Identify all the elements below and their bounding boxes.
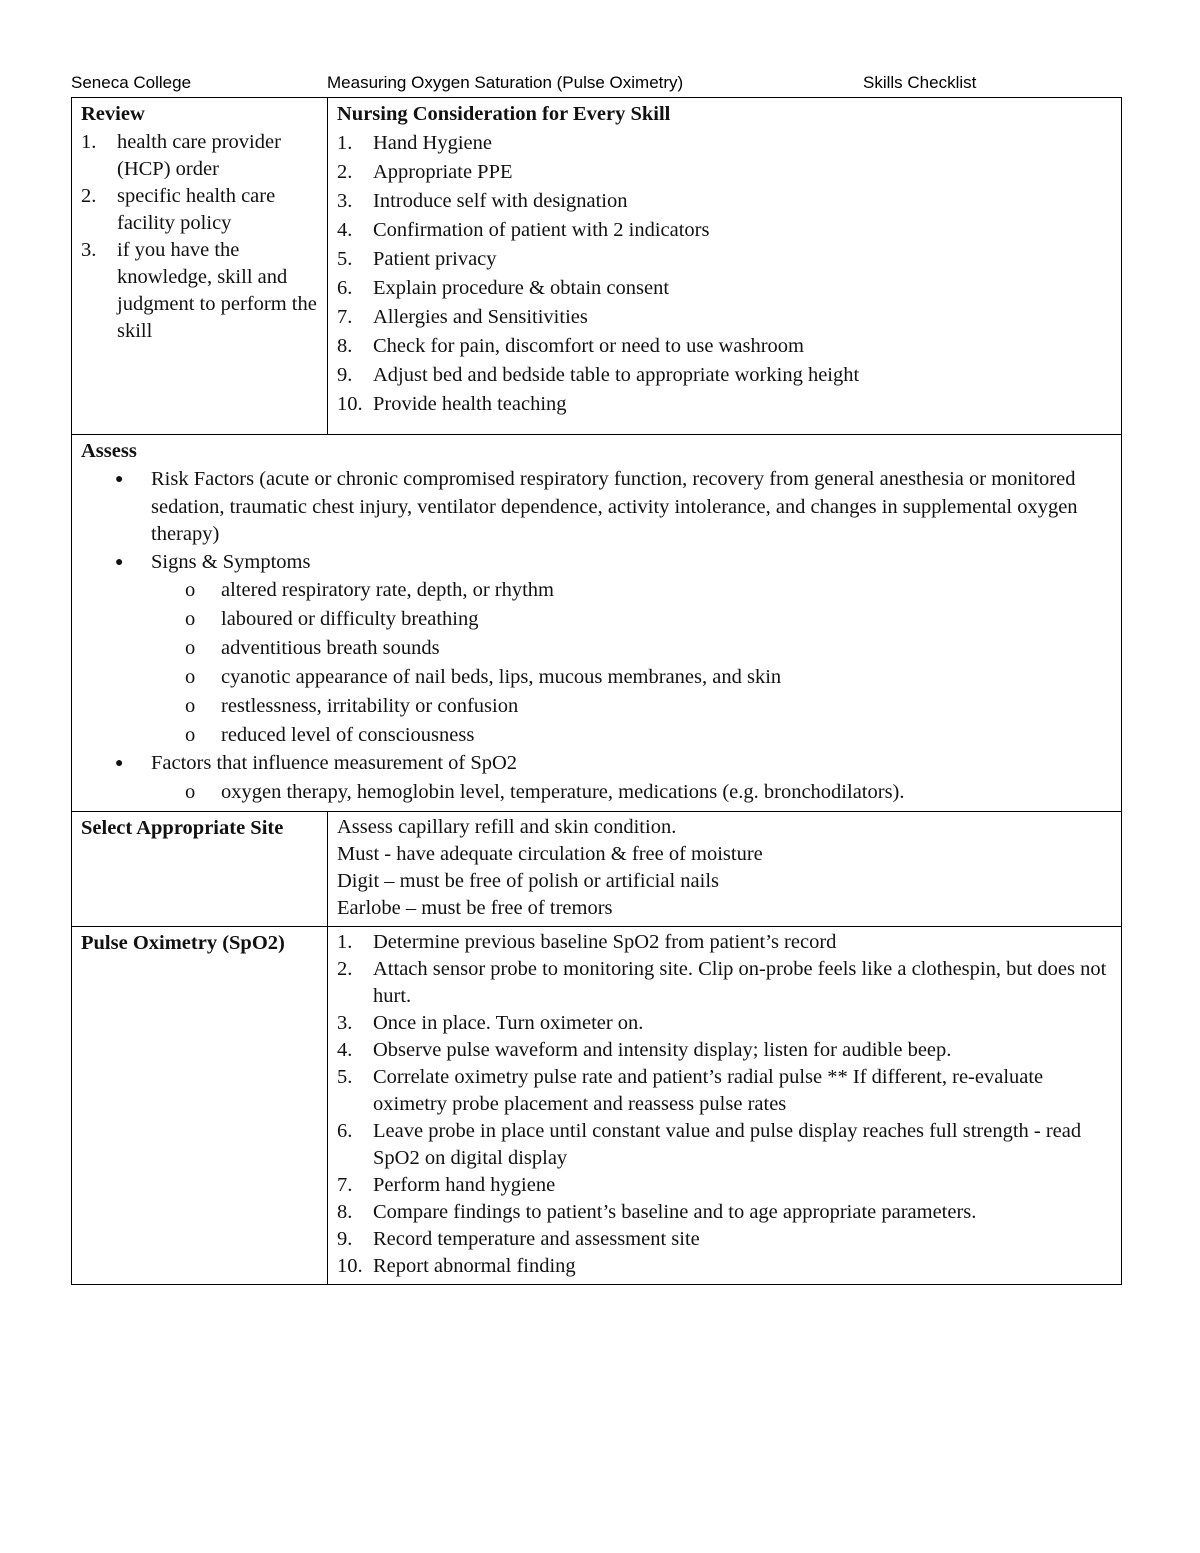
list-item: 1. Determine previous baseline SpO2 from patient’s record [337,930,837,953]
list-item: 4. Confirmation of patient with 2 indicators [337,219,710,241]
list-item: o altered respiratory rate, depth, or rhythm [183,576,1113,605]
list-item: o reduced level of consciousness [183,721,1113,750]
nursing-title: Nursing Consideration for Every Skill [337,103,671,125]
header-institution: Seneca College [71,73,192,92]
oximetry-row [72,926,1122,1284]
list-item: o oxygen therapy, hemoglobin level, temperature, medications (e.g. bronchodilators). [183,778,1113,807]
header-doc-type: Skills Checklist [863,73,977,92]
list-item: 1. health care provider (HCP) order [81,131,281,180]
oximetry-title-cell [72,926,328,1284]
list-item: 2. Attach sensor probe to monitoring site. Clip on-probe feels like a clothespin, but does not hurt. [337,957,1107,1007]
list-item: o adventitious breath sounds [183,634,1113,663]
oximetry-title: Pulse Oximetry (SpO2) [81,931,285,954]
site-line: Earlobe – must be free of tremors [337,896,613,919]
list-item: 10. Report abnormal finding [337,1254,576,1277]
list-item: 6. Explain procedure & obtain consent [337,277,670,299]
list-item: ● Factors that influence measurement of SpO2 o oxygen therapy, hemoglobin level, temperature, medications (e.g. bronchodilators). [113,750,1113,807]
assess-title: Assess [81,440,137,462]
review-title: Review [81,103,145,125]
list-item: 6. Leave probe in place until constant value and pulse display reaches full strength - read SpO2 on digital display [337,1119,1082,1169]
site-line: Assess capillary refill and skin condition. [337,815,677,838]
factors-sublist [151,778,1113,807]
list-item: o laboured or difficulty breathing [183,605,1113,634]
oximetry-steps-cell [328,926,1122,1284]
nursing-list [337,129,1113,419]
list-item: o cyanotic appearance of nail beds, lips, mucous membranes, and skin [183,663,1113,692]
list-item: 9. Adjust bed and bedside table to appropriate working height [337,364,860,386]
list-item: 10. Provide health teaching [337,393,567,415]
oximetry-steps-list [337,929,1113,1280]
header-skill-title: Measuring Oxygen Saturation (Pulse Oximetry) [327,73,684,92]
list-item: 8. Check for pain, discomfort or need to use washroom [337,335,804,357]
skills-checklist-table [71,97,1122,1285]
review-cell [72,98,328,435]
site-title-cell [72,811,328,926]
list-item: 9. Record temperature and assessment site [337,1227,700,1250]
assess-list [81,466,1113,807]
list-item: 5. Patient privacy [337,248,497,270]
list-item: 4. Observe pulse waveform and intensity display; listen for audible beep. [337,1038,952,1061]
list-item: 1. Hand Hygiene [337,132,492,154]
site-content-cell [328,811,1122,926]
site-line: Must - have adequate circulation & free of moisture [337,842,763,865]
list-item: ● Signs & Symptoms o altered respiratory rate, depth, or rhythm o laboured or difficulty breathing o adventitious breath sounds o cyanotic appearance of nail beds, lips, mucous membranes, and skin o restlessness, irritability or confusion o reduced level of consciousness [113,549,1113,751]
site-line: Digit – must be free of polish or artificial nails [337,869,720,892]
site-title: Select Appropriate Site [81,816,284,839]
review-list [81,129,319,345]
signs-sublist [151,576,1113,750]
assess-cell [72,435,1122,812]
list-item: 3. Introduce self with designation [337,190,628,212]
list-item: 7. Perform hand hygiene [337,1173,556,1196]
nursing-cell [328,98,1122,435]
site-row [72,811,1122,926]
list-item: 8. Compare findings to patient’s baseline and to age appropriate parameters. [337,1200,977,1223]
list-item: 7. Allergies and Sensitivities [337,306,588,328]
list-item: 2. Appropriate PPE [337,161,513,183]
list-item: o restlessness, irritability or confusion [183,692,1113,721]
list-item: 3. Once in place. Turn oximeter on. [337,1011,644,1034]
list-item: ● Risk Factors (acute or chronic compromised respiratory function, recovery from general anesthesia or monitored sedation, traumatic chest injury, ventilator dependence, activity intolerance, and changes in supplemental oxygen therapy) [113,466,1113,549]
list-item: 2. specific health care facility policy [81,185,276,234]
list-item: 3. if you have the knowledge, skill and judgment to perform the skill [81,239,317,342]
list-item: 5. Correlate oximetry pulse rate and patient’s radial pulse ** If different, re-evaluate oximetry probe placement and reassess pulse rates [337,1065,1044,1115]
assess-row [72,435,1122,812]
review-row [72,98,1122,435]
page-header [71,73,1121,97]
